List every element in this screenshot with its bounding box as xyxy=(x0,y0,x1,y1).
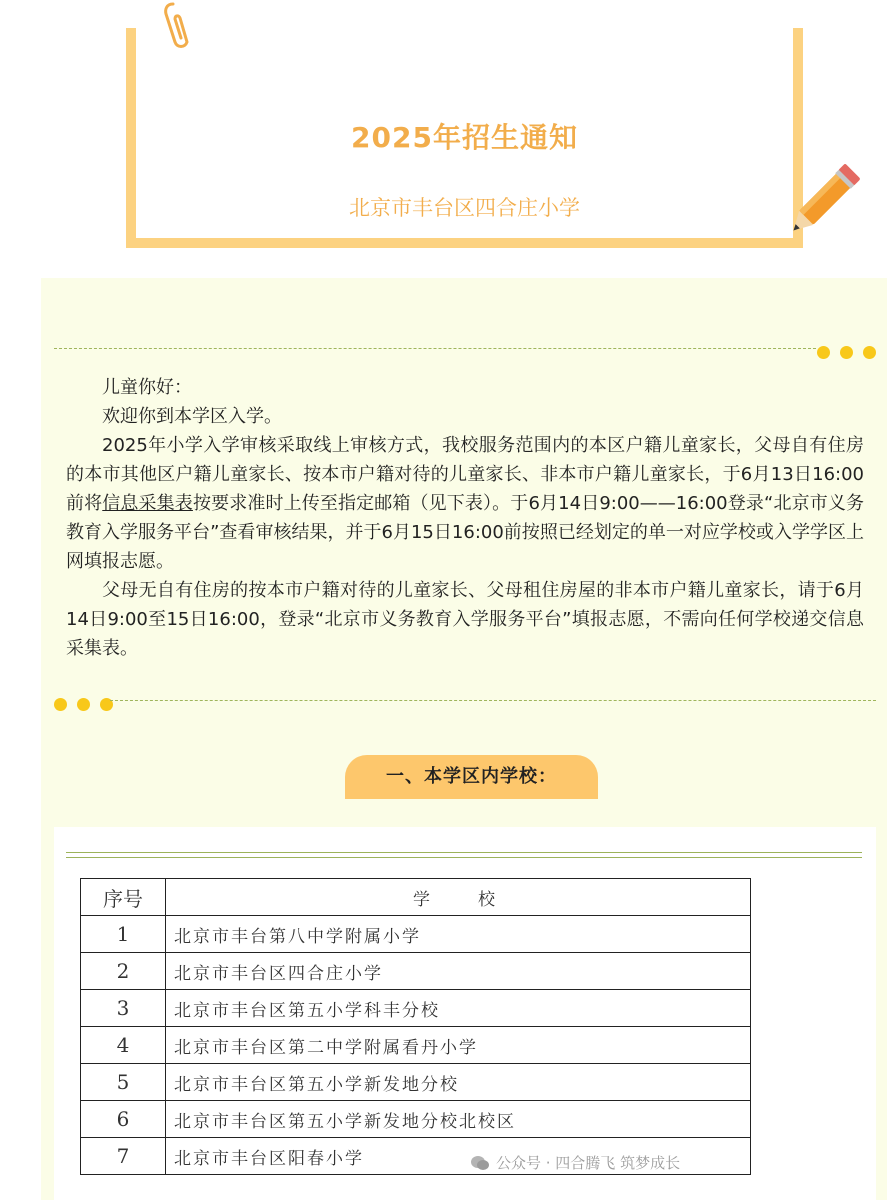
schools-table xyxy=(80,878,751,1175)
dot-icon xyxy=(817,346,830,359)
pencil-icon xyxy=(776,150,876,246)
row-number: 1 xyxy=(81,916,166,953)
header-card xyxy=(126,28,803,248)
row-number: 4 xyxy=(81,1027,166,1064)
school-name-cell: 北京市丰台区第五小学科丰分校 xyxy=(166,990,751,1027)
wechat-watermark xyxy=(470,1152,680,1173)
top-dashed-divider xyxy=(54,348,816,349)
table-row xyxy=(81,990,751,1027)
dot-icon xyxy=(54,698,67,711)
school-name-cell: 北京市丰台区第二中学附属看丹小学 xyxy=(166,1027,751,1064)
row-number: 3 xyxy=(81,990,166,1027)
welcome-line: 欢迎你到本学区入学。 xyxy=(102,406,282,427)
dot-icon xyxy=(863,346,876,359)
notice-letter xyxy=(66,373,864,663)
paperclip-icon xyxy=(160,0,194,52)
bottom-dashed-divider xyxy=(110,700,876,701)
table-row xyxy=(81,1027,751,1064)
paragraph-review-process xyxy=(66,431,864,576)
table-header-row xyxy=(81,879,751,916)
school-name: 北京市丰台区四合庄小学 xyxy=(349,196,580,220)
dot-icon xyxy=(840,346,853,359)
dot-icon xyxy=(77,698,90,711)
wechat-icon xyxy=(470,1155,490,1171)
table-row xyxy=(81,916,751,953)
table-row xyxy=(81,1101,751,1138)
school-name-cell: 北京市丰台区阳春小学 xyxy=(166,1138,751,1175)
school-name-cell: 北京市丰台第八中学附属小学 xyxy=(166,916,751,953)
paragraph-text: 按要求准时上传至指定邮箱（见下表）。于6月14日9:00——16:00登录“北京市义务教育入学服务平台”查看审核结果，并于6月15日16:00前按照已经划定的单一对应学校或入学学区上网填报志愿。 xyxy=(66,493,865,572)
page-title: 2025年招生通知 xyxy=(351,121,578,154)
column-header-number: 序号 xyxy=(81,879,166,916)
row-number: 7 xyxy=(81,1138,166,1175)
section-heading: 一、本学区内学校： xyxy=(345,755,598,799)
school-name-cell: 北京市丰台区四合庄小学 xyxy=(166,953,751,990)
row-number: 6 xyxy=(81,1101,166,1138)
table-top-rule xyxy=(66,857,862,858)
table-row xyxy=(81,953,751,990)
bottom-dot-ornament xyxy=(54,698,113,711)
info-form-link[interactable]: 信息采集表 xyxy=(102,493,193,514)
table-top-rule xyxy=(66,852,862,853)
column-header-school: 学校 xyxy=(166,879,751,916)
greeting: 儿童你好： xyxy=(102,377,192,398)
watermark-text: 公众号 · 四合腾飞 筑梦成长 xyxy=(496,1154,681,1172)
school-name-cell: 北京市丰台区第五小学新发地分校北校区 xyxy=(166,1101,751,1138)
table-row xyxy=(81,1064,751,1101)
paragraph-non-owner-families: 父母无自有住房的按本市户籍对待的儿童家长、父母租住房屋的非本市户籍儿童家长，请于6月14日9:00至15日16:00，登录“北京市义务教育入学服务平台”填报志愿，不需向任何学校递交信息采集表。 xyxy=(66,580,864,659)
row-number: 2 xyxy=(81,953,166,990)
row-number: 5 xyxy=(81,1064,166,1101)
school-name-cell: 北京市丰台区第五小学新发地分校 xyxy=(166,1064,751,1101)
top-dot-ornament xyxy=(817,346,876,359)
paragraph-text: 2025年小学入学审核采取线上审核方式，我校服务范围内的本区户籍儿童家长，父母自有住房的本市其他区户籍儿童家长、按本市户籍对待的儿童家长、非本市户籍儿童家长，于6月13日16:00前将 xyxy=(66,435,864,514)
